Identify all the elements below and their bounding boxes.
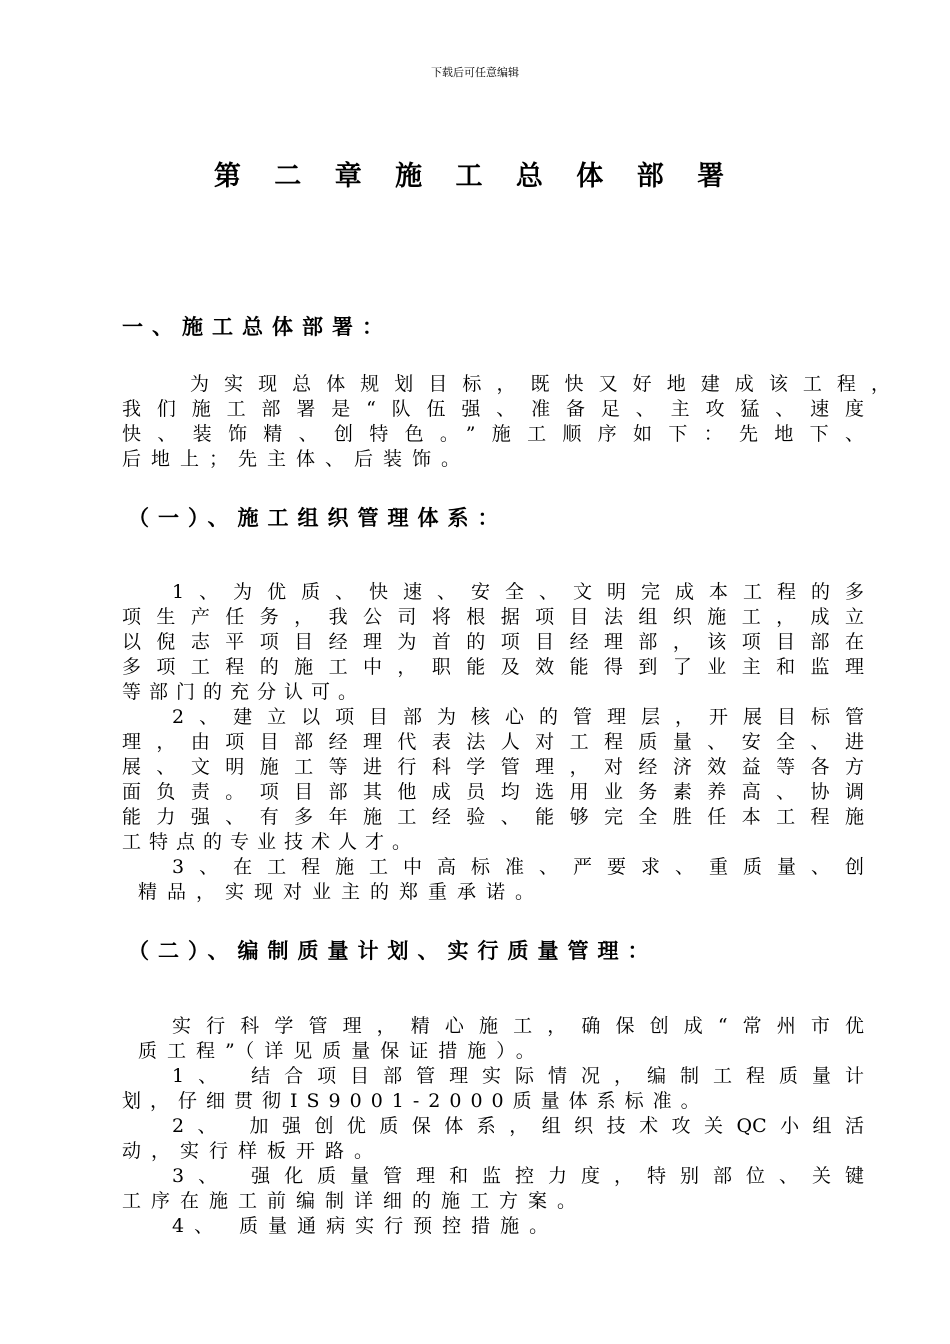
paragraph-line: 2、 加强创优质保体系，组织技术攻关QC小组活 <box>172 1115 864 1137</box>
paragraph-line: 等部门的充分认可。 <box>122 681 366 703</box>
section-heading-management-system: （一）、施工组织管理体系： <box>128 506 508 530</box>
paragraph-line: 动，实行样板开路。 <box>122 1140 384 1162</box>
paragraph-line: 3、 强化质量管理和监控力度，特别部位、关键 <box>172 1165 864 1187</box>
section-heading-quality-plan: （二）、编制质量计划、实行质量管理： <box>128 939 658 963</box>
paragraph-line: 1、 结合项目部管理实际情况，编制工程质量计 <box>172 1065 864 1087</box>
paragraph-line: 展、文明施工等进行科学管理，对经济效益等各方 <box>122 756 864 778</box>
paragraph-line: 精品，实现对业主的郑重承诺。 <box>138 881 545 903</box>
paragraph-line: 工序在施工前编制详细的施工方案。 <box>122 1190 587 1212</box>
paragraph-line: 实行科学管理，精心施工，确保创成“常州市优 <box>172 1015 864 1037</box>
paragraph-line: 质工程”（详见质量保证措施）。 <box>138 1040 545 1062</box>
section-heading-overall-deployment: 一、施工总体部署： <box>122 315 392 339</box>
paragraph-line: 4、 质量通病实行预控措施。 <box>172 1215 559 1237</box>
paragraph-line: 理，由项目部经理代表法人对工程质量、安全、进 <box>122 731 864 753</box>
paragraph-line: 工特点的专业技术人才。 <box>122 831 420 853</box>
page-header-note: 下载后可任意编辑 <box>431 66 519 79</box>
paragraph-line: 我们施工部署是“队伍强、准备足、主攻猛、速度 <box>122 398 864 420</box>
paragraph-line: 多项工程的施工中，职能及效能得到了业主和监理 <box>122 656 864 678</box>
paragraph-line: 为实现总体规划目标，既快又好地建成该工程， <box>190 373 890 395</box>
paragraph-line: 划，仔细贯彻IS9001-2000质量体系标准。 <box>122 1090 709 1112</box>
paragraph-line: 2、建立以项目部为核心的管理层，开展目标管 <box>172 706 864 728</box>
paragraph-line: 面负责。项目部其他成员均选用业务素养高、协调 <box>122 781 864 803</box>
paragraph-line: 后地上；先主体、后装饰。 <box>122 448 471 470</box>
paragraph-line: 快、装饰精、创特色。”施工顺序如下：先地下、 <box>122 423 864 445</box>
paragraph-line: 1、为优质、快速、安全、文明完成本工程的多 <box>172 581 864 603</box>
paragraph-line: 能力强、有多年施工经验、能够完全胜任本工程施 <box>122 806 864 828</box>
paragraph-line: 项生产任务，我公司将根据项目法组织施工，成立 <box>122 606 864 628</box>
chapter-title: 第 二 章 施 工 总 体 部 署 <box>213 161 737 192</box>
paragraph-line: 3、在工程施工中高标准、严要求、重质量、创 <box>172 856 864 878</box>
paragraph-line: 以倪志平项目经理为首的项目经理部，该项目部在 <box>122 631 864 653</box>
